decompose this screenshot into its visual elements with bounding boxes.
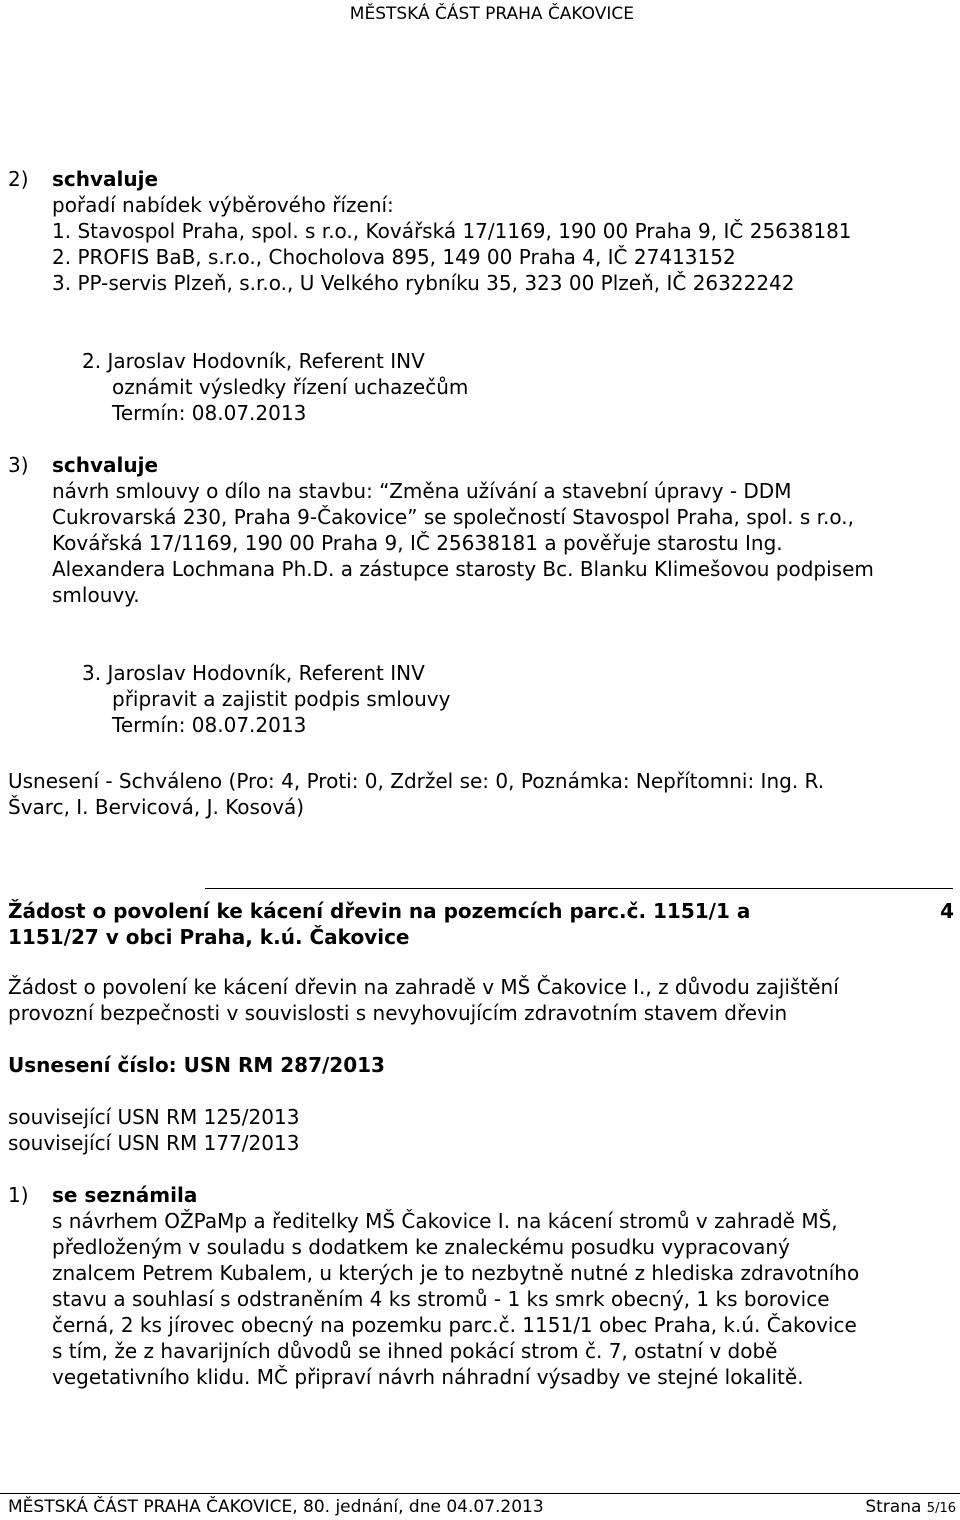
task-3-assignee: 3. Jaroslav Hodovník, Referent INV <box>82 661 425 685</box>
section-number: 4 <box>940 899 954 923</box>
point-1-line: vegetativního klidu. MČ připraví návrh náhradní výsadby ve stejné lokalitě. <box>52 1365 804 1389</box>
item-3-number: 3) <box>8 453 29 477</box>
point-1-verb: se seznámila <box>52 1183 198 1207</box>
section-description <box>8 974 954 1026</box>
task-3-deadline: Termín: 08.07.2013 <box>112 713 307 737</box>
section-title-line-2: 1151/27 v obci Praha, k.ú. Čakovice <box>8 925 410 949</box>
item-2-intro: pořadí nabídek výběrového řízení: <box>52 193 394 217</box>
item-2-number: 2) <box>8 167 29 191</box>
item-3-line: Alexandera Lochmana Ph.D. a zástupce starosty Bc. Blanku Klimešovou podpisem <box>52 557 874 581</box>
task-2-deadline: Termín: 08.07.2013 <box>112 401 307 425</box>
section-title-line-1: Žádost o povolení ke kácení dřevin na pozemcích parc.č. 1151/1 a <box>8 899 751 923</box>
item-3-line: návrh smlouvy o dílo na stavbu: “Změna užívání a stavební úpravy - DDM <box>52 479 792 503</box>
page-header <box>0 0 960 30</box>
related-resolution: související USN RM 125/2013 <box>8 1105 300 1129</box>
point-1-line: s tím, že z havarijních důvodů se ihned pokácí strom č. 7, ostatní v době <box>52 1339 778 1363</box>
usneseni-number: Usnesení číslo: USN RM 287/2013 <box>8 1053 385 1077</box>
section-separator <box>205 888 953 889</box>
footer-page <box>865 1497 956 1517</box>
item-2 <box>8 166 954 296</box>
task-2 <box>8 348 954 426</box>
document-body <box>8 166 954 1390</box>
task-2-action: oznámit výsledky řízení uchazečům <box>112 375 469 399</box>
task-3-action: připravit a zajistit podpis smlouvy <box>112 687 451 711</box>
bid-2: 2. PROFIS BaB, s.r.o., Chocholova 895, 149 00 Praha 4, IČ 27413152 <box>52 245 736 269</box>
point-1 <box>8 1182 954 1390</box>
task-3 <box>8 660 954 738</box>
footer-meeting-info: MĚSTSKÁ ČÁST PRAHA ČAKOVICE, 80. jednání, dne 04.07.2013 <box>8 1497 544 1517</box>
description-line-1: Žádost o povolení ke kácení dřevin na zahradě v MŠ Čakovice I., z důvodu zajištění <box>8 975 839 999</box>
item-3 <box>8 452 954 608</box>
bid-1: 1. Stavospol Praha, spol. s r.o., Kovářská 17/1169, 190 00 Praha 9, IČ 25638181 <box>52 219 852 243</box>
point-1-line: stavu a souhlasí s odstraněním 4 ks stromů - 1 ks smrk obecný, 1 ks borovice <box>52 1287 830 1311</box>
footer-page-number: 5/16 <box>926 1501 956 1516</box>
header-title: MĚSTSKÁ ČÁST PRAHA ČAKOVICE <box>349 4 634 24</box>
item-3-verb: schvaluje <box>52 453 159 477</box>
item-2-verb: schvaluje <box>52 167 159 191</box>
point-1-line: černá, 2 ks jírovec obecný na pozemku parc.č. 1151/1 obec Praha, k.ú. Čakovice <box>52 1313 857 1337</box>
description-line-2: provozní bezpečnosti v souvislosti s nevyhovujícím zdravotním stavem dřevin <box>8 1001 788 1025</box>
item-3-line: Cukrovarská 230, Praha 9-Čakovice” se společností Stavospol Praha, spol. s r.o., <box>52 505 854 529</box>
item-3-line: smlouvy. <box>52 583 140 607</box>
task-2-assignee: 2. Jaroslav Hodovník, Referent INV <box>82 349 425 373</box>
page-footer <box>0 1493 960 1520</box>
section-title <box>8 898 954 950</box>
item-3-line: Kovářská 17/1169, 190 00 Praha 9, IČ 25638181 a pověřuje starostu Ing. <box>52 531 783 555</box>
point-1-line: s návrhem OŽPaMp a ředitelky MŠ Čakovice I. na kácení stromů v zahradě MŠ, <box>52 1209 838 1233</box>
resolution-line-2: Švarc, I. Bervicová, J. Kosová) <box>8 795 305 819</box>
bid-3: 3. PP-servis Plzeň, s.r.o., U Velkého rybníku 35, 323 00 Plzeň, IČ 26322242 <box>52 271 795 295</box>
footer-page-label: Strana <box>865 1497 922 1517</box>
point-1-line: předloženým v souladu s dodatkem ke znaleckému posudku vypracovaný <box>52 1235 790 1259</box>
resolution <box>8 768 954 820</box>
resolution-line-1: Usnesení - Schváleno (Pro: 4, Proti: 0, Zdržel se: 0, Poznámka: Nepřítomni: Ing. R. <box>8 769 825 793</box>
point-1-number: 1) <box>8 1183 29 1207</box>
point-1-line: znalcem Petrem Kubalem, u kterých je to nezbytně nutné z hlediska zdravotního <box>52 1261 860 1285</box>
related-resolution: související USN RM 177/2013 <box>8 1131 300 1155</box>
